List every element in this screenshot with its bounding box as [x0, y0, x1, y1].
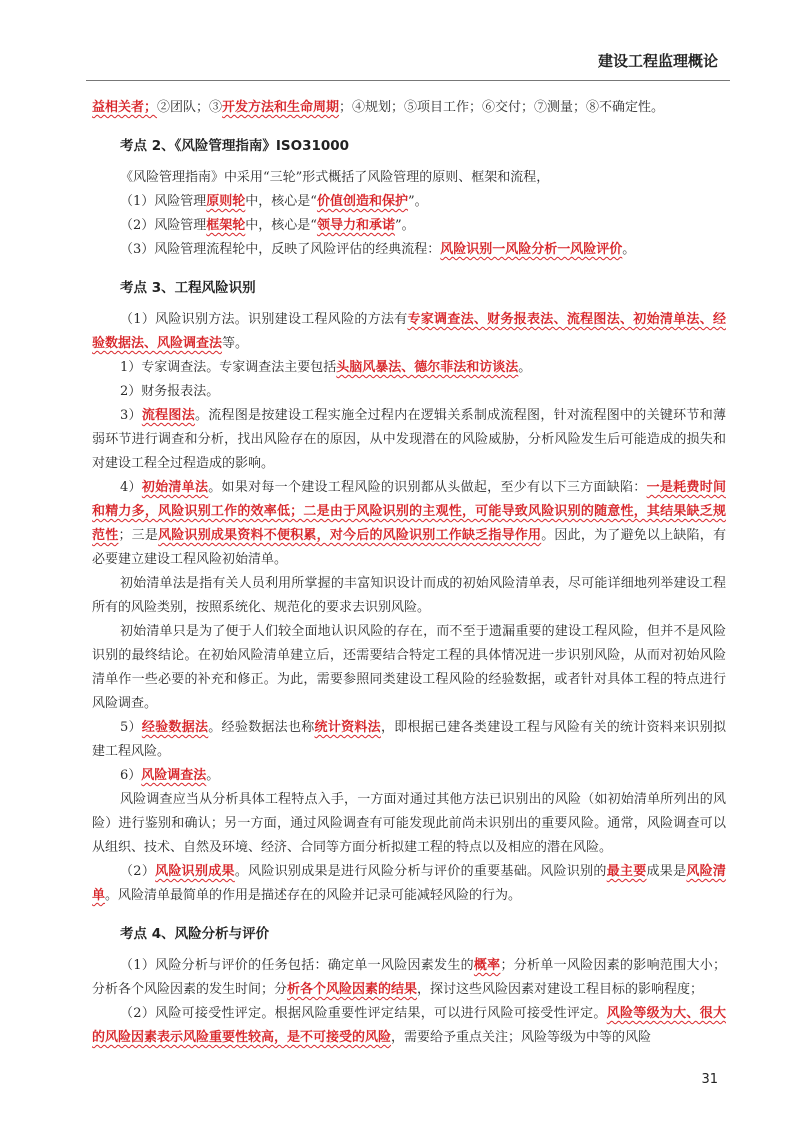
highlight: 开发方法和生命周期	[222, 100, 340, 115]
paragraph: 《风险管理指南》中采用“三轮”形式概括了风险管理的原则、框架和流程，	[120, 170, 550, 185]
highlight: 风险识别成果资料不便积累，对今后的风险识别工作缺乏指导作用	[158, 528, 542, 543]
highlight: 概率	[473, 958, 501, 973]
highlight: 原则轮	[206, 194, 246, 209]
highlight: 风险清单	[92, 864, 726, 903]
highlight: 统计资料法	[314, 720, 381, 735]
highlight: 流程图法	[141, 408, 195, 423]
page-number: 31	[701, 1072, 718, 1087]
highlight: 初始清单法	[141, 480, 209, 495]
paragraph: （1）风险分析与评价的任务包括：确定单一风险因素发生的概率；分析单一风险因素的影响范围大小；分析各个风险因素的发生时间；分析各个风险因素的结果，探讨这些风险因素对建设工程目标的影响程度；	[92, 958, 726, 997]
highlight: 风险调查法	[141, 768, 207, 783]
highlight: 风险识别一风险分析一风险评价	[440, 242, 623, 257]
highlight: 风险识别成果	[155, 864, 235, 879]
paragraph: 风险调查应当从分析具体工程特点入手，一方面对通过其他方法已识别出的风险（如初始清单所列出的风险）进行鉴别和确认；另一方面，通过风险调查有可能发现此前尚未识别出的重要风险。通常，风险调查可以从组织、技术、自然及环境、经济、合同等方面分析拟建工程的特点以及相应的潜在风险。	[92, 792, 726, 855]
list-item: 4）初始清单法。如果对每一个建设工程风险的识别都从头做起，至少有以下三方面缺陷：一是耗费时间和精力多，风险识别工作的效率低；二是由于风险识别的主观性，可能导致风险识别的随意性，其结果缺乏规范性；三是风险识别成果资料不便积累，对今后的风险识别工作缺乏指导作用。因此，为了避免以上缺陷，有必要建立建设工程风险初始清单。	[92, 480, 726, 567]
highlight: 经验数据法	[141, 720, 209, 735]
paragraph-continued: 益相关者；②团队；③开发方法和生命周期；④规划；⑤项目工作；⑥交付；⑦测量；⑧不确定性。	[92, 100, 665, 115]
paragraph: （1）风险识别方法。识别建设工程风险的方法有专家调查法、财务报表法、流程图法、初始清单法、经验数据法、风险调查法等。	[92, 312, 726, 351]
highlight: 析各个风险因素的结果	[287, 982, 418, 997]
section-heading-k4: 考点 4、风险分析与评价	[120, 926, 270, 942]
list-item: 5）经验数据法。经验数据法也称统计资料法，即根据已建各类建设工程与风险有关的统计资料来识别拟建工程风险。	[92, 720, 726, 759]
highlight: 最主要	[606, 864, 647, 879]
section-heading-k3: 考点 3、工程风险识别	[120, 280, 256, 296]
list-item: （3）风险管理流程轮中，反映了风险评估的经典流程：风险识别一风险分析一风险评价。	[120, 242, 636, 257]
header-title: 建设工程监理概论	[597, 52, 718, 70]
list-item: 1）专家调查法。专家调查法主要包括头脑风暴法、德尔菲法和访谈法。	[120, 360, 532, 375]
paragraph: 初始清单法是指有关人员利用所掌握的丰富知识设计而成的初始风险清单表，尽可能详细地列举建设工程所有的风险类别，按照系统化、规范化的要求去识别风险。	[92, 576, 726, 615]
highlight: 风险等级为大、很大的风险因素表示风险重要性较高，是不可接受的风险	[92, 1006, 726, 1045]
highlight: 头脑风暴法、德尔菲法和访谈法	[336, 360, 519, 375]
paragraph: （2）风险识别成果。风险识别成果是进行风险分析与评价的重要基础。风险识别的最主要成果是风险清单。风险清单最简单的作用是描述存在的风险并记录可能减轻风险的行为。	[92, 864, 726, 903]
paragraph: （2）风险可接受性评定。根据风险重要性评定结果，可以进行风险可接受性评定。风险等级为大、很大的风险因素表示风险重要性较高，是不可接受的风险，需要给予重点关注；风险等级为中等的风险	[92, 1006, 726, 1045]
section-heading-k2: 考点 2、《风险管理指南》ISO31000	[120, 138, 350, 154]
page-content	[92, 96, 726, 1050]
list-item: 2）财务报表法。	[120, 384, 220, 399]
list-item: 6）风险调查法。	[120, 768, 220, 783]
highlight: 领导力和承诺	[316, 218, 395, 233]
highlight: 一是耗费时间和精力多，风险识别工作的效率低；二是由于风险识别的主观性，可能导致风险识别的随意性，其结果缺乏规范性	[92, 480, 726, 543]
list-item: （1）风险管理原则轮中，核心是“价值创造和保护”。	[120, 194, 428, 209]
highlight: 框架轮	[206, 218, 246, 233]
highlight: 专家调查法、财务报表法、流程图法、初始清单法、经验数据法、风险调查法	[92, 312, 726, 351]
header-rule	[86, 80, 730, 81]
list-item: 3）流程图法。流程图是按建设工程实施全过程内在逻辑关系制成流程图，针对流程图中的关键环节和薄弱环节进行调查和分析，找出风险存在的原因，从中发现潜在的风险威胁，分析风险发生后可能造成的损失和对建设工程全过程造成的影响。	[92, 408, 726, 471]
highlight: 价值创造和保护	[316, 194, 408, 209]
paragraph: 初始清单只是为了便于人们较全面地认识风险的存在，而不至于遗漏重要的建设工程风险，但并不是风险识别的最终结论。在初始风险清单建立后，还需要结合特定工程的具体情况进一步识别风险，从而对初始风险清单作一些必要的补充和修正。为此，需要参照同类建设工程风险的经验数据，或者针对具体工程的特点进行风险调查。	[92, 624, 726, 711]
list-item: （2）风险管理框架轮中，核心是“领导力和承诺”。	[120, 218, 415, 233]
highlight: 益相关者；	[92, 100, 158, 115]
